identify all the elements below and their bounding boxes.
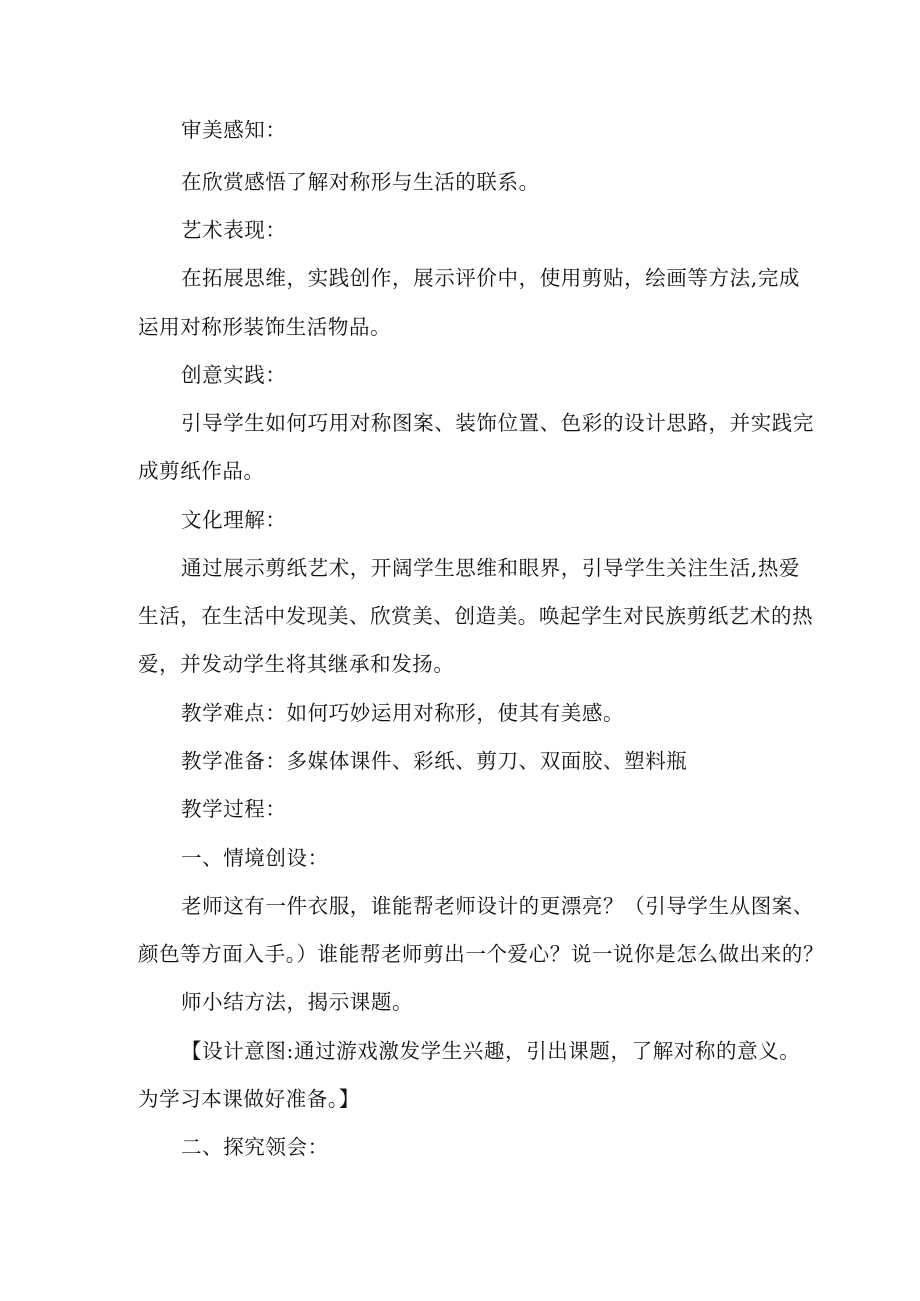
heading-section-two: 二、探究领会：: [181, 1135, 329, 1159]
paragraph-line: 老师这有一件衣服，谁能帮老师设计的更漂亮？（引导学生从图案、: [181, 894, 814, 918]
paragraph-line: 在欣赏感悟了解对称形与生活的联系。: [181, 170, 540, 194]
teaching-preparation: 教学准备：多媒体课件、彩纸、剪刀、双面胶、塑料瓶: [181, 749, 688, 773]
paragraph-line: 爱，并发动学生将其继承和发扬。: [138, 652, 455, 676]
paragraph-line: 在拓展思维，实践创作，展示评价中，使用剪贴，绘画等方法,完成: [181, 266, 801, 290]
heading-section-one: 一、情境创设：: [181, 846, 329, 870]
heading-teaching-process: 教学过程：: [181, 797, 287, 821]
paragraph-line: 师小结方法，揭示课题。: [181, 990, 414, 1014]
paragraph-line: 引导学生如何巧用对称图案、装饰位置、色彩的设计思路，并实践完: [181, 411, 814, 435]
paragraph-line: 颜色等方面入手。）谁能帮老师剪出一个爱心？说一说你是怎么做出来的？: [138, 942, 825, 966]
paragraph-line: 成剪纸作品。: [138, 459, 265, 483]
paragraph-line: 生活，在生活中发现美、欣赏美、创造美。唤起学生对民族剪纸艺术的热: [138, 604, 814, 628]
heading-artistic-expression: 艺术表现：: [181, 218, 287, 242]
teaching-difficulty: 教学难点：如何巧妙运用对称形，使其有美感。: [181, 701, 625, 725]
design-intent-note: 【设计意图:通过游戏激发学生兴趣，引出课题，了解对称的意义。: [181, 1039, 801, 1063]
paragraph-line: 运用对称形装饰生活物品。: [138, 315, 392, 339]
heading-creative-practice: 创意实践：: [181, 363, 287, 387]
heading-cultural-understanding: 文化理解：: [181, 508, 287, 532]
heading-aesthetic-perception: 审美感知：: [181, 118, 287, 142]
design-intent-note-continued: 为学习本课做好准备。】: [138, 1087, 360, 1111]
paragraph-line: 通过展示剪纸艺术，开阔学生思维和眼界，引导学生关注生活,热爱: [181, 556, 801, 580]
